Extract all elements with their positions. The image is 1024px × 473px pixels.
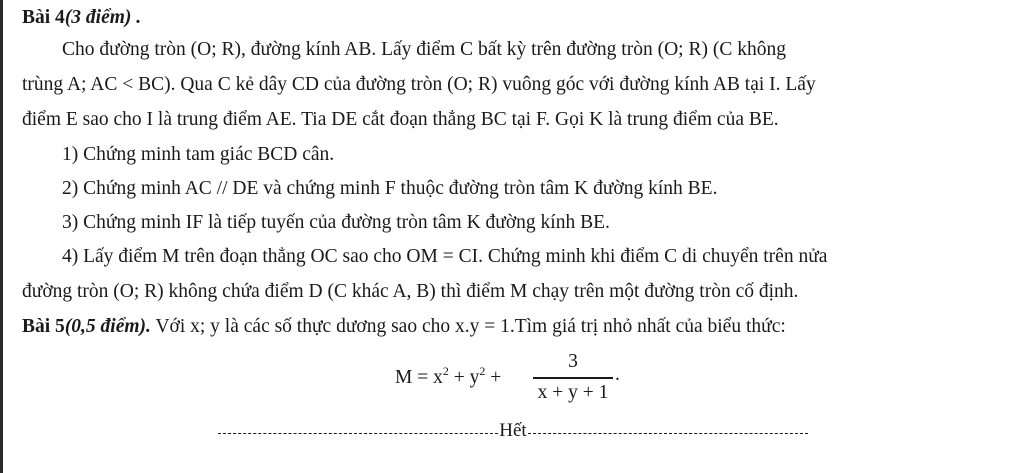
formula-exp-2: 2 [479, 364, 486, 378]
formula-fraction [533, 350, 613, 404]
problem4-item-2: 2) Chứng minh AC // DE và chứng minh F thuộc đường tròn tâm K đường kính BE. [62, 178, 718, 199]
problem5-points: (0,5 điểm). [64, 316, 151, 337]
problem5-text: Với x; y là các số thực dương sao cho x.y = 1.Tìm giá trị nhỏ nhất của biểu thức: [155, 316, 786, 337]
formula-m-x: M = x [395, 367, 443, 388]
problem4-item-4: 4) Lấy điểm M trên đoạn thẳng OC sao cho OM = CI. Chứng minh khi điểm C di chuyển trên nửa [62, 246, 828, 267]
formula-plus: + [485, 367, 502, 388]
problem4-label: Bài 4 [22, 7, 65, 28]
problem4-item-4-cont: đường tròn (O; R) không chứa điểm D (C khác A, B) thì điểm M chạy trên một đường tròn cố định. [22, 281, 799, 302]
formula-exp-1: 2 [442, 364, 449, 378]
fraction-bar [533, 377, 613, 379]
problem5-line [22, 315, 786, 339]
problem4-para-line-3: điểm E sao cho I là trung điểm AE. Tia DE cắt đoạn thẳng BC tại F. Gọi K là trung điểm của BE. [22, 109, 779, 130]
formula-y: + y [448, 367, 480, 388]
problem4-para-line-1: Cho đường tròn (O; R), đường kính AB. Lấy điểm C bất kỳ trên đường tròn (O; R) (C không [62, 39, 786, 60]
formula-lhs [395, 364, 501, 389]
problem4-item-1: 1) Chứng minh tam giác BCD cân. [62, 144, 335, 165]
formula-period: . [615, 364, 620, 385]
fraction-numerator: 3 [568, 351, 578, 372]
end-marker [218, 420, 808, 442]
left-border [0, 0, 3, 473]
problem4-item-3: 3) Chứng minh IF là tiếp tuyến của đường tròn tâm K đường kính BE. [62, 212, 610, 233]
dashed-rule-right [528, 433, 808, 434]
problem4-para-line-2: trùng A; AC < BC). Qua C kẻ dây CD của đường tròn (O; R) vuông góc với đường kính AB tại I. Lấy [22, 74, 816, 95]
problem4-heading [22, 6, 141, 30]
end-label: Hết [499, 420, 527, 441]
fraction-denominator: x + y + 1 [537, 381, 609, 403]
problem4-points: (3 điểm) . [64, 7, 142, 28]
problem5-label: Bài 5 [22, 316, 65, 337]
dashed-rule-left [218, 433, 498, 434]
